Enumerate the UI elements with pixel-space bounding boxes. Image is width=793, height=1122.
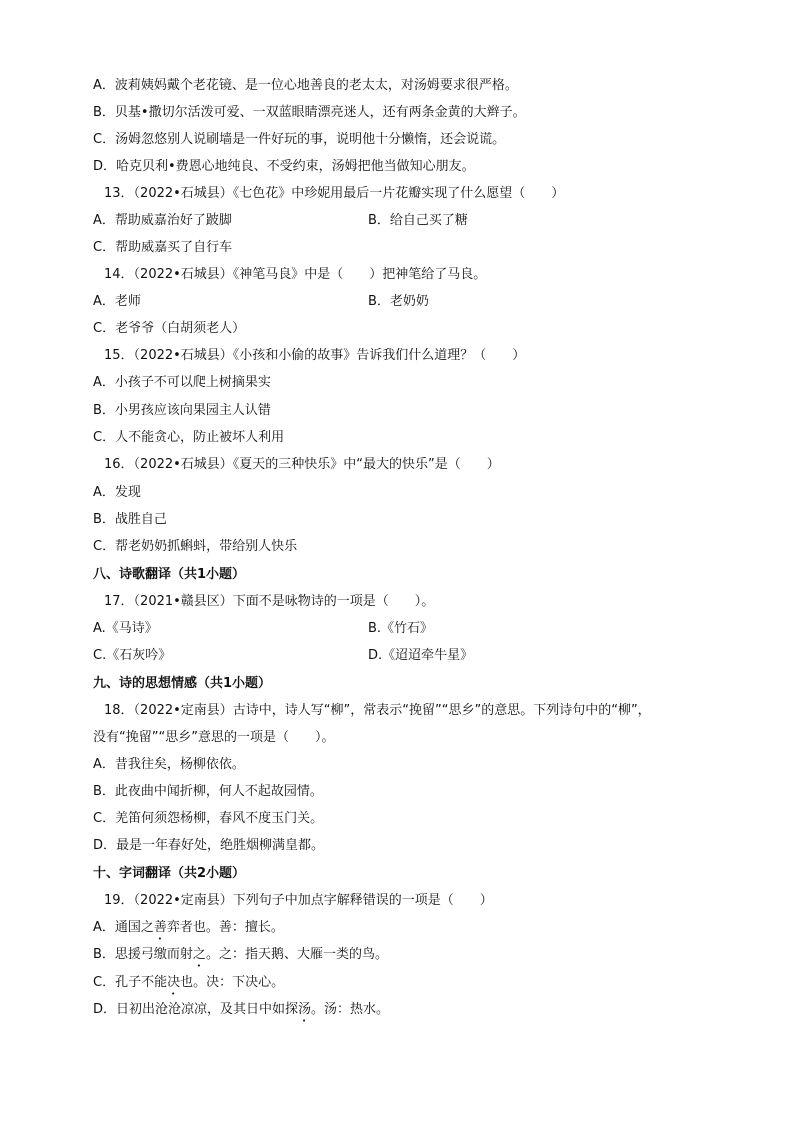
q18-stem-line1: 18．（2022•定南县）古诗中，诗人写“柳”，常表示“挽留”“思乡”的意思。下列诗句中的“柳”， — [104, 703, 651, 718]
q18-stem-line2: 没有“挽留”“思乡”意思的一项是（ ）。 — [93, 730, 335, 745]
q12-option-d: D．哈克贝利•费恩心地纯良、不受约束，汤姆把他当做知心朋友。 — [93, 159, 475, 174]
q15-option-c: C．人不能贪心，防止被坏人利用 — [93, 430, 285, 445]
q15-stem: 15．（2022•石城县）《小孩和小偷的故事》告诉我们什么道理？（ ） — [104, 348, 526, 363]
q12-option-a: A．波莉姨妈戴个老花镜、是一位心地善良的老太太，对汤姆要求很严格。 — [93, 78, 518, 93]
q19-b-prefix: B．思援弓缴而射 — [93, 947, 193, 962]
q15-option-b: B．小男孩应该向果园主人认错 — [93, 403, 271, 418]
q19-d-suffix: 。汤：热水。 — [311, 1002, 390, 1017]
q18-option-d: D．最是一年春好处，绝胜烟柳满皇都。 — [93, 838, 325, 853]
q19-option-a — [93, 919, 284, 943]
q17-option-c: C.《石灰吟》 — [93, 648, 172, 663]
q14-option-a: A．老师 — [93, 294, 141, 309]
q16-stem: 16．（2022•石城县）《夏天的三种快乐》中“最大的快乐”是（ ） — [104, 457, 500, 472]
q14-stem: 14．（2022•石城县）《神笔马良》中是（ ）把神笔给了马良。 — [104, 267, 487, 282]
q15-option-a: A．小孩子不可以爬上树摘果实 — [93, 375, 271, 390]
q19-option-b — [93, 946, 388, 970]
q13-option-a: A．帮助威嘉治好了跛脚 — [93, 213, 232, 228]
q13-option-b: B．给自己买了糖 — [368, 213, 468, 228]
q17-option-d: D.《迢迢牵牛星》 — [368, 648, 474, 663]
q13-option-c: C．帮助威嘉买了自行车 — [93, 240, 233, 255]
q19-a-suffix: 弈者也。善：擅长。 — [166, 920, 284, 935]
q17-option-b: B.《竹石》 — [368, 621, 434, 636]
q18-option-c: C．羌笛何须怨杨柳，春风不度玉门关。 — [93, 811, 324, 826]
q13-stem: 13．（2022•石城县）《七色花》中珍妮用最后一片花瓣实现了什么愿望（ ） — [104, 186, 565, 201]
section-heading-10: 十、字词翻译（共2小题） — [93, 866, 246, 881]
q16-option-a: A．发现 — [93, 485, 141, 500]
section-heading-8: 八、诗歌翻译（共1小题） — [93, 567, 246, 582]
q19-stem: 19．（2022•定南县）下列句子中加点字解释错误的一项是（ ） — [104, 893, 493, 908]
q14-option-c: C．老爷爷（白胡须老人） — [93, 321, 246, 336]
q19-b-suffix: 。之：指天鹅、大雁一类的鸟。 — [205, 947, 388, 962]
q19-a-dotted-char: 善 — [153, 920, 167, 935]
q19-a-prefix: A．通国之 — [93, 920, 154, 935]
q18-option-b: B．此夜曲中闻折柳，何人不起故园情。 — [93, 784, 323, 799]
q19-option-d — [93, 1001, 389, 1025]
q16-option-c: C．帮老奶奶抓蝌蚪，带给别人快乐 — [93, 539, 298, 554]
q19-b-dotted-char: 之 — [192, 947, 206, 962]
section-heading-9: 九、诗的思想情感（共1小题） — [93, 676, 272, 691]
q19-d-dotted-char: 汤 — [298, 1002, 312, 1017]
q19-c-suffix: 也。决：下决心。 — [180, 975, 285, 990]
q16-option-b: B．战胜自己 — [93, 512, 167, 527]
q19-c-prefix: C．孔子不能 — [93, 975, 168, 990]
q12-option-b: B．贝基•撒切尔活泼可爱、一双蓝眼睛漂亮迷人，还有两条金黄的大辫子。 — [93, 105, 526, 120]
q17-option-a: A.《马诗》 — [93, 621, 158, 636]
q19-c-dotted-char: 决 — [167, 975, 181, 990]
q19-d-prefix: D．日初出沧沧凉凉，及其日中如探 — [93, 1002, 299, 1017]
q14-option-b: B．老奶奶 — [368, 294, 429, 309]
q19-option-c — [93, 974, 284, 998]
q18-option-a: A．昔我往矣，杨柳依依。 — [93, 757, 245, 772]
q12-option-c: C．汤姆忽悠别人说刷墙是一件好玩的事，说明他十分懒惰，还会说谎。 — [93, 132, 506, 147]
q17-stem: 17．（2021•赣县区）下面不是咏物诗的一项是（ ）。 — [104, 594, 435, 609]
